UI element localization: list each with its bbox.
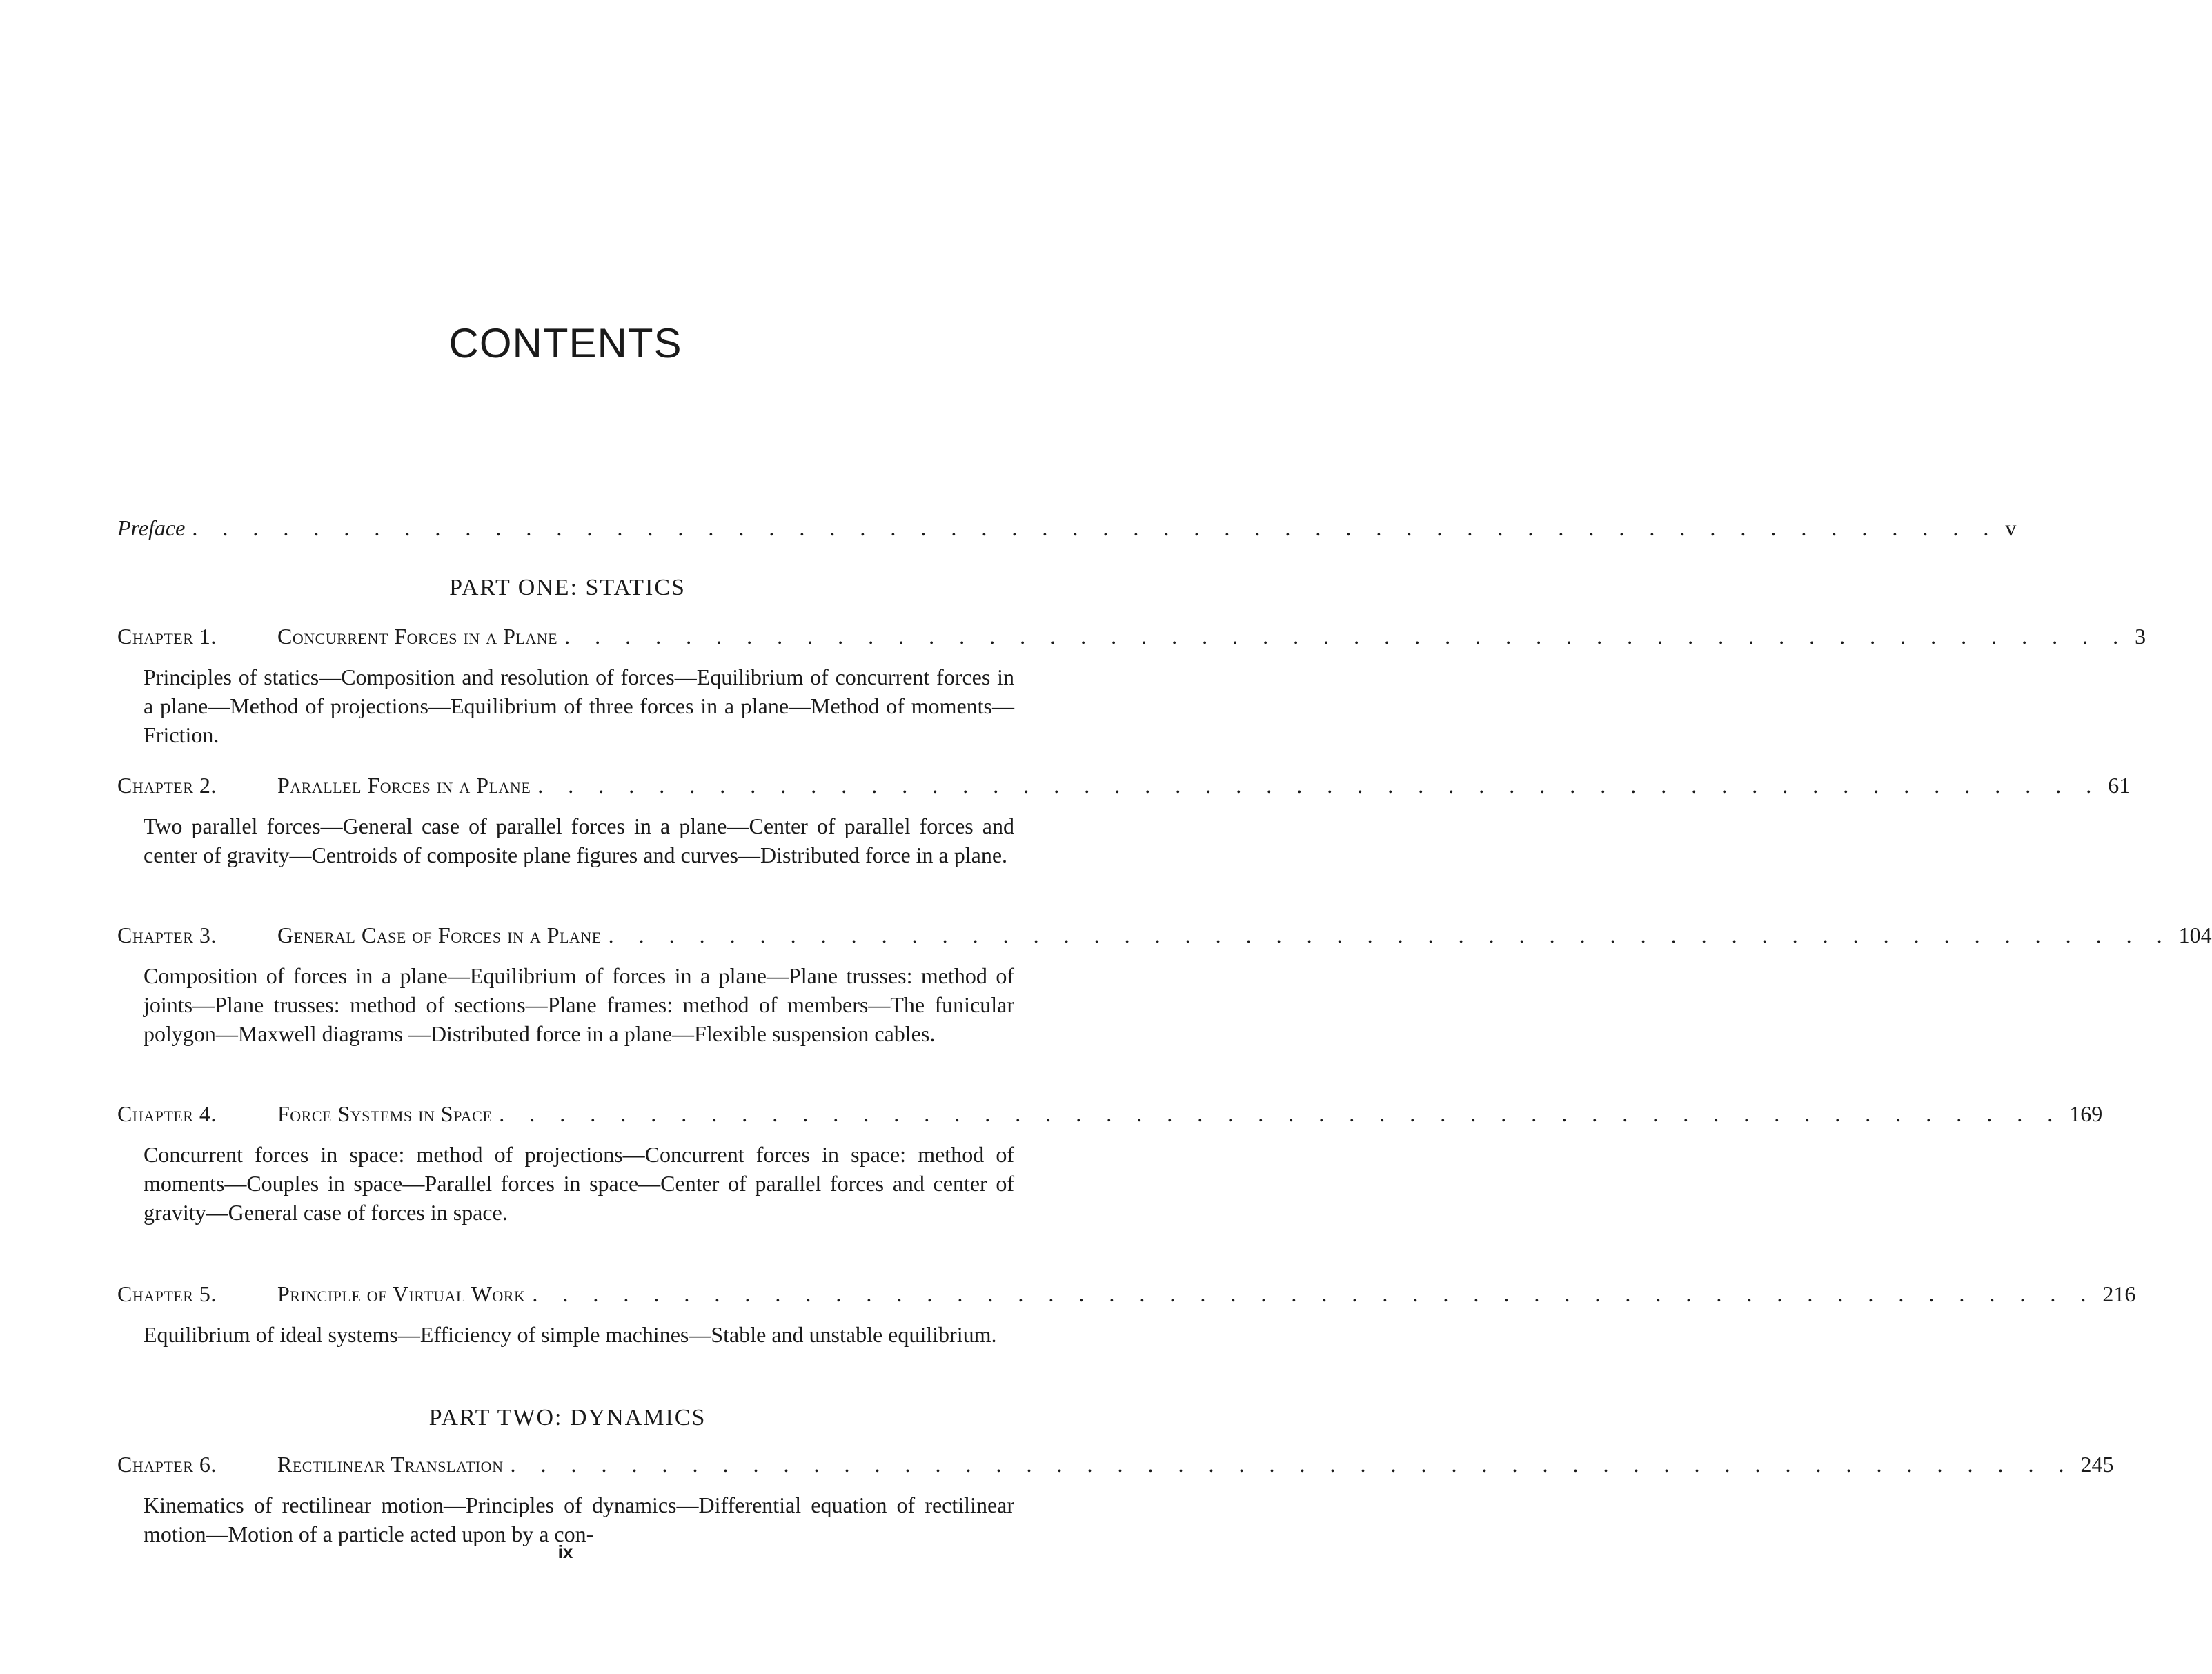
- page-title: CONTENTS: [448, 320, 682, 366]
- page-number: v: [2005, 515, 2017, 540]
- chapter-number: Chapter 1.: [117, 624, 217, 649]
- preface-label: Preface: [117, 515, 186, 540]
- chapter-number: Chapter 6.: [117, 1452, 217, 1477]
- chapter-description: Equilibrium of ideal systems—Efficiency of simple machines—Stable and unstable equilibrium.: [144, 1322, 997, 1347]
- chapter-title: Parallel Forces in a Plane: [277, 773, 531, 798]
- chapter-title: General Case of Forces in a Plane: [277, 923, 602, 947]
- toc-entry-chapter[interactable]: [117, 622, 2146, 650]
- part-heading: PART TWO: DYNAMICS: [428, 1405, 707, 1430]
- chapter-title: Rectilinear Translation: [277, 1452, 504, 1477]
- chapter-title: Force Systems in Space: [277, 1101, 493, 1126]
- chapter-number: Chapter 4.: [117, 1101, 217, 1126]
- chapter-number: Chapter 5.: [117, 1281, 217, 1306]
- chapter-description: Concurrent forces in space: method of projections—Concurrent forces in space: method of moments—Couples in space—Parallel forces in space—Center of parallel forces and center of gravity—General case of forces in space.: [144, 1142, 1014, 1225]
- page-number: 61: [2108, 773, 2131, 798]
- toc-entry-preface[interactable]: [117, 514, 2017, 542]
- chapter-description: Composition of forces in a plane—Equilibrium of forces in a plane—Plane trusses: method of joints—Plane trusses: method of sections—Plane frames: method of members—The funicular polygon—Maxwell diagrams —Distributed force in a plane—Flexible suspension cables.: [144, 963, 1014, 1046]
- page-number: 169: [2069, 1101, 2103, 1126]
- dot-leader: . . . . . . . . . . . . . . . . . . . . . . . . . . . . . . . . . . . . . . . . . . . . . . . . . . . . . . . . . . . .: [192, 515, 1999, 540]
- page-folio: ix: [557, 1542, 573, 1562]
- dot-leader: . . . . . . . . . . . . . . . . . . . . . . . . . . . . . . . . . . . . . . . . . . . . . . . . . . . .: [608, 923, 2172, 947]
- toc-entry-chapter[interactable]: [117, 1450, 2114, 1478]
- dot-leader: . . . . . . . . . . . . . . . . . . . . . . . . . . . . . . . . . . . . . . . . . . . . . . . . . . . .: [537, 773, 2102, 798]
- toc-entry-chapter[interactable]: [117, 1100, 2103, 1128]
- toc-entry-chapter[interactable]: [117, 921, 2212, 949]
- part-heading: PART ONE: STATICS: [449, 575, 686, 600]
- dot-leader: . . . . . . . . . . . . . . . . . . . . . . . . . . . . . . . . . . . . . . . . . . . . . . . . . . . .: [532, 1281, 2096, 1306]
- page-number: 104: [2178, 923, 2212, 947]
- chapter-number: Chapter 3.: [117, 923, 217, 947]
- toc-entry-chapter[interactable]: [117, 771, 2131, 799]
- chapter-title: Principle of Virtual Work: [277, 1281, 526, 1306]
- dot-leader: . . . . . . . . . . . . . . . . . . . . . . . . . . . . . . . . . . . . . . . . . . . . . . . . . . . .: [564, 624, 2129, 649]
- chapter-title: Concurrent Forces in a Plane: [277, 624, 558, 649]
- chapter-description: Principles of statics—Composition and resolution of forces—Equilibrium of concurrent forces in a plane—Method of projections—Equilibrium of three forces in a plane—Method of moments—Friction.: [144, 664, 1014, 747]
- dot-leader: . . . . . . . . . . . . . . . . . . . . . . . . . . . . . . . . . . . . . . . . . . . . . . . . . . . .: [510, 1452, 2074, 1477]
- toc-entry-chapter[interactable]: [117, 1280, 2136, 1308]
- page-number: 3: [2135, 624, 2146, 649]
- page-number: 245: [2080, 1452, 2114, 1477]
- chapter-number: Chapter 2.: [117, 773, 217, 798]
- chapter-description: Two parallel forces—General case of parallel forces in a plane—Center of parallel forces and center of gravity—Centroids of composite plane figures and curves—Distributed force in a plane.: [144, 814, 1014, 867]
- page-number: 216: [2102, 1281, 2136, 1306]
- chapter-description: Kinematics of rectilinear motion—Principles of dynamics—Differential equation of rectilinear motion—Motion of a particle acted upon by a con-: [144, 1493, 1014, 1546]
- dot-leader: . . . . . . . . . . . . . . . . . . . . . . . . . . . . . . . . . . . . . . . . . . . . . . . . . . . .: [499, 1101, 2063, 1126]
